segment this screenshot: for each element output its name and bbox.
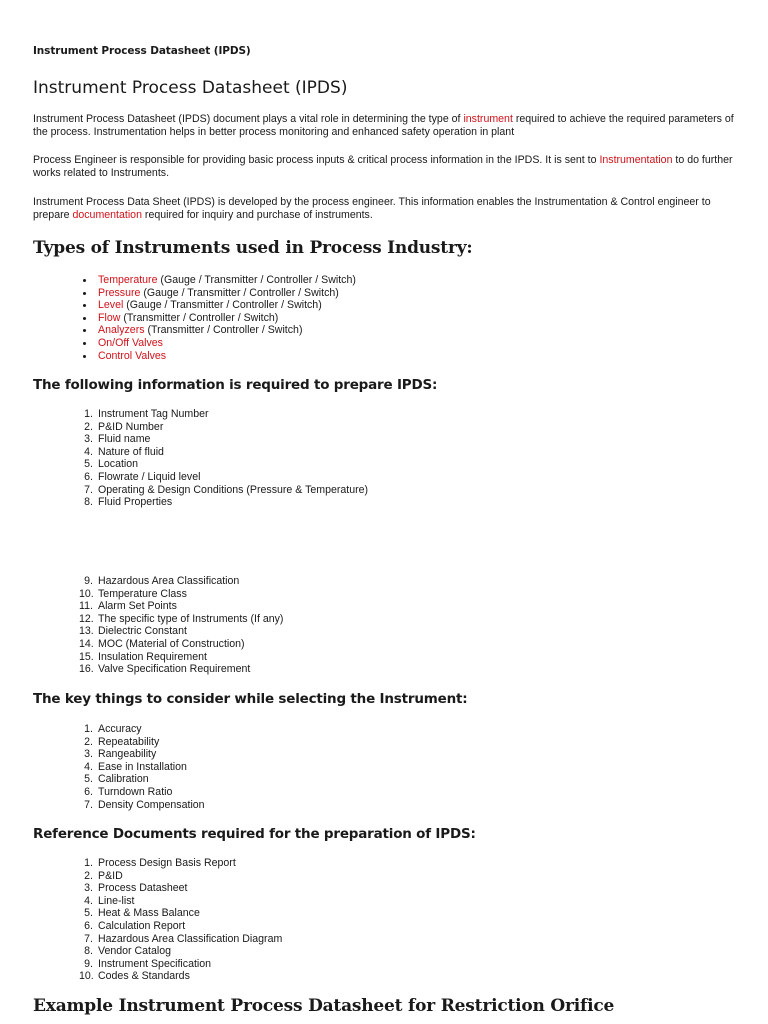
type-link[interactable]: Analyzers bbox=[98, 324, 145, 337]
item-number: 13. bbox=[79, 625, 94, 638]
list-item bbox=[79, 895, 282, 908]
item-text: Fluid name bbox=[98, 433, 151, 446]
ref-list bbox=[79, 857, 282, 983]
item-number: 2. bbox=[84, 869, 93, 882]
list-item bbox=[79, 433, 368, 446]
list-item bbox=[79, 958, 282, 971]
info-list-b bbox=[79, 575, 283, 676]
page-header-title: Instrument Process Datasheet (IPDS) bbox=[33, 45, 251, 57]
list-item bbox=[79, 773, 205, 786]
item-text: Density Compensation bbox=[98, 798, 205, 811]
type-detail: (Gauge / Transmitter / Controller / Switch) bbox=[140, 286, 339, 299]
item-text: Insulation Requirement bbox=[98, 650, 207, 663]
info-heading: The following information is required to prepare IPDS: bbox=[33, 377, 438, 393]
intro-paragraph-1 bbox=[33, 113, 738, 138]
item-number: 2. bbox=[84, 735, 93, 748]
list-item bbox=[79, 857, 282, 870]
list-item bbox=[79, 970, 282, 983]
item-text: Line-list bbox=[98, 894, 135, 907]
item-text: Hazardous Area Classification Diagram bbox=[98, 932, 283, 945]
item-text: Operating & Design Conditions (Pressure & Temperature) bbox=[98, 483, 369, 496]
list-item bbox=[79, 786, 205, 799]
item-number: 16. bbox=[79, 663, 94, 676]
list-item bbox=[79, 799, 205, 812]
intro-p3-text-b: required for inquiry and purchase of instruments. bbox=[141, 208, 373, 221]
item-text: Heat & Mass Balance bbox=[98, 907, 200, 920]
list-item bbox=[79, 882, 282, 895]
list-item bbox=[79, 613, 283, 626]
item-text: Codes & Standards bbox=[98, 970, 190, 983]
list-item bbox=[81, 337, 356, 350]
instrument-link[interactable]: instrument bbox=[463, 113, 513, 125]
list-item bbox=[79, 748, 205, 761]
item-text: Vendor Catalog bbox=[98, 945, 172, 958]
intro-paragraph-3 bbox=[33, 196, 738, 221]
item-number: 11. bbox=[79, 600, 93, 613]
type-detail: (Gauge / Transmitter / Controller / Switch) bbox=[123, 299, 322, 312]
item-number: 1. bbox=[84, 857, 93, 869]
item-text: Accuracy bbox=[98, 723, 142, 735]
item-number: 1. bbox=[84, 408, 93, 420]
item-number: 3. bbox=[84, 748, 93, 761]
intro-p3-text-a: Instrument Process Data Sheet (IPDS) is developed by the process engineer. This information enables the Instrumentation & Control engineer to prepare bbox=[33, 196, 711, 221]
list-item bbox=[81, 299, 356, 312]
ref-heading: Reference Documents required for the preparation of IPDS: bbox=[33, 826, 476, 842]
key-list bbox=[79, 723, 205, 811]
item-text: P&ID Number bbox=[98, 420, 164, 433]
item-text: Turndown Ratio bbox=[98, 785, 173, 798]
list-item bbox=[81, 324, 356, 337]
list-item bbox=[79, 638, 283, 651]
info-list-a bbox=[79, 408, 368, 509]
intro-paragraph-2 bbox=[33, 154, 738, 179]
item-text: MOC (Material of Construction) bbox=[98, 637, 245, 650]
types-heading: Types of Instruments used in Process Industry: bbox=[33, 238, 473, 258]
item-number: 10. bbox=[79, 970, 94, 983]
list-item bbox=[79, 736, 205, 749]
item-number: 3. bbox=[84, 433, 93, 446]
list-item bbox=[79, 625, 283, 638]
item-number: 6. bbox=[84, 919, 93, 932]
item-text: Ease in Installation bbox=[98, 760, 187, 773]
item-text: Dielectric Constant bbox=[98, 625, 187, 638]
list-item bbox=[79, 408, 368, 421]
list-item bbox=[79, 471, 368, 484]
list-item bbox=[79, 446, 368, 459]
item-text: Instrument Specification bbox=[98, 957, 212, 970]
item-text: Calibration bbox=[98, 773, 149, 786]
item-number: 4. bbox=[84, 894, 93, 907]
item-text: Temperature Class bbox=[98, 587, 187, 600]
type-link[interactable]: Flow bbox=[98, 311, 121, 324]
list-item bbox=[79, 496, 368, 509]
list-item bbox=[81, 274, 356, 287]
intro-p2-text-b: to do further works related to Instruments. bbox=[33, 154, 733, 179]
item-number: 12. bbox=[79, 612, 94, 625]
item-number: 5. bbox=[84, 773, 93, 786]
list-item bbox=[79, 933, 282, 946]
type-link[interactable]: Pressure bbox=[98, 286, 141, 299]
type-detail: (Transmitter / Controller / Switch) bbox=[120, 311, 279, 324]
item-text: P&ID bbox=[98, 869, 123, 882]
item-number: 1. bbox=[84, 723, 93, 735]
type-link[interactable]: Level bbox=[98, 299, 124, 312]
item-text: Process Datasheet bbox=[98, 882, 188, 895]
item-number: 5. bbox=[84, 458, 93, 471]
list-item bbox=[81, 350, 356, 363]
list-item bbox=[81, 312, 356, 325]
item-text: Valve Specification Requirement bbox=[98, 663, 251, 676]
type-link[interactable]: On/Off Valves bbox=[98, 336, 163, 349]
item-text: Fluid Properties bbox=[98, 496, 173, 509]
type-detail: (Gauge / Transmitter / Controller / Switch) bbox=[157, 274, 356, 286]
item-text: Repeatability bbox=[98, 735, 160, 748]
item-text: Flowrate / Liquid level bbox=[98, 470, 201, 483]
documentation-link[interactable]: documentation bbox=[72, 208, 142, 221]
list-item bbox=[79, 575, 283, 588]
item-number: 7. bbox=[84, 798, 93, 811]
item-text: Hazardous Area Classification bbox=[98, 575, 240, 587]
item-text: The specific type of Instruments (If any) bbox=[98, 612, 284, 625]
list-item bbox=[81, 287, 356, 300]
list-item bbox=[79, 600, 283, 613]
item-text: Nature of fluid bbox=[98, 445, 164, 458]
list-item bbox=[79, 907, 282, 920]
item-text: Calculation Report bbox=[98, 919, 186, 932]
item-number: 9. bbox=[84, 957, 93, 970]
item-number: 3. bbox=[84, 882, 93, 895]
item-text: Location bbox=[98, 458, 139, 471]
type-detail: (Transmitter / Controller / Switch) bbox=[144, 324, 303, 337]
item-number: 6. bbox=[84, 785, 93, 798]
item-number: 4. bbox=[84, 760, 93, 773]
example-heading: Example Instrument Process Datasheet for Restriction Orifice bbox=[33, 996, 615, 1016]
intro-p1-text-a: Instrument Process Datasheet (IPDS) document plays a vital role in determining the type of bbox=[33, 113, 464, 125]
item-text: Process Design Basis Report bbox=[98, 857, 236, 869]
types-list bbox=[81, 274, 356, 362]
item-text: Alarm Set Points bbox=[98, 600, 177, 613]
item-number: 10. bbox=[79, 587, 94, 600]
instrumentation-link[interactable]: Instrumentation bbox=[599, 154, 673, 166]
key-heading: The key things to consider while selecting the Instrument: bbox=[33, 691, 468, 707]
intro-p1-text-b: required to achieve the required parameters of the process. Instrumentation helps in better process monitoring and enhanced safety operation in plant bbox=[33, 113, 734, 138]
type-link[interactable]: Temperature bbox=[98, 274, 158, 286]
item-number: 8. bbox=[84, 496, 93, 509]
list-item bbox=[79, 458, 368, 471]
item-number: 15. bbox=[79, 650, 94, 663]
intro-p2-text-a: Process Engineer is responsible for providing basic process inputs & critical process information in the IPDS. It is sent to bbox=[33, 154, 600, 166]
list-item bbox=[79, 421, 368, 434]
item-number: 7. bbox=[84, 932, 93, 945]
list-item bbox=[79, 484, 368, 497]
item-number: 8. bbox=[84, 945, 93, 958]
list-item bbox=[79, 945, 282, 958]
list-item bbox=[79, 663, 283, 676]
list-item bbox=[79, 761, 205, 774]
item-text: Rangeability bbox=[98, 748, 157, 761]
item-number: 2. bbox=[84, 420, 93, 433]
item-number: 9. bbox=[84, 575, 93, 587]
list-item bbox=[79, 651, 283, 664]
item-number: 5. bbox=[84, 907, 93, 920]
list-item bbox=[79, 870, 282, 883]
item-number: 7. bbox=[84, 483, 93, 496]
page-title: Instrument Process Datasheet (IPDS) bbox=[33, 78, 348, 98]
item-number: 14. bbox=[79, 637, 94, 650]
list-item bbox=[79, 723, 205, 736]
list-item bbox=[79, 920, 282, 933]
type-link[interactable]: Control Valves bbox=[98, 349, 167, 362]
list-item bbox=[79, 588, 283, 601]
item-text: Instrument Tag Number bbox=[98, 408, 209, 420]
item-number: 4. bbox=[84, 445, 93, 458]
item-number: 6. bbox=[84, 470, 93, 483]
